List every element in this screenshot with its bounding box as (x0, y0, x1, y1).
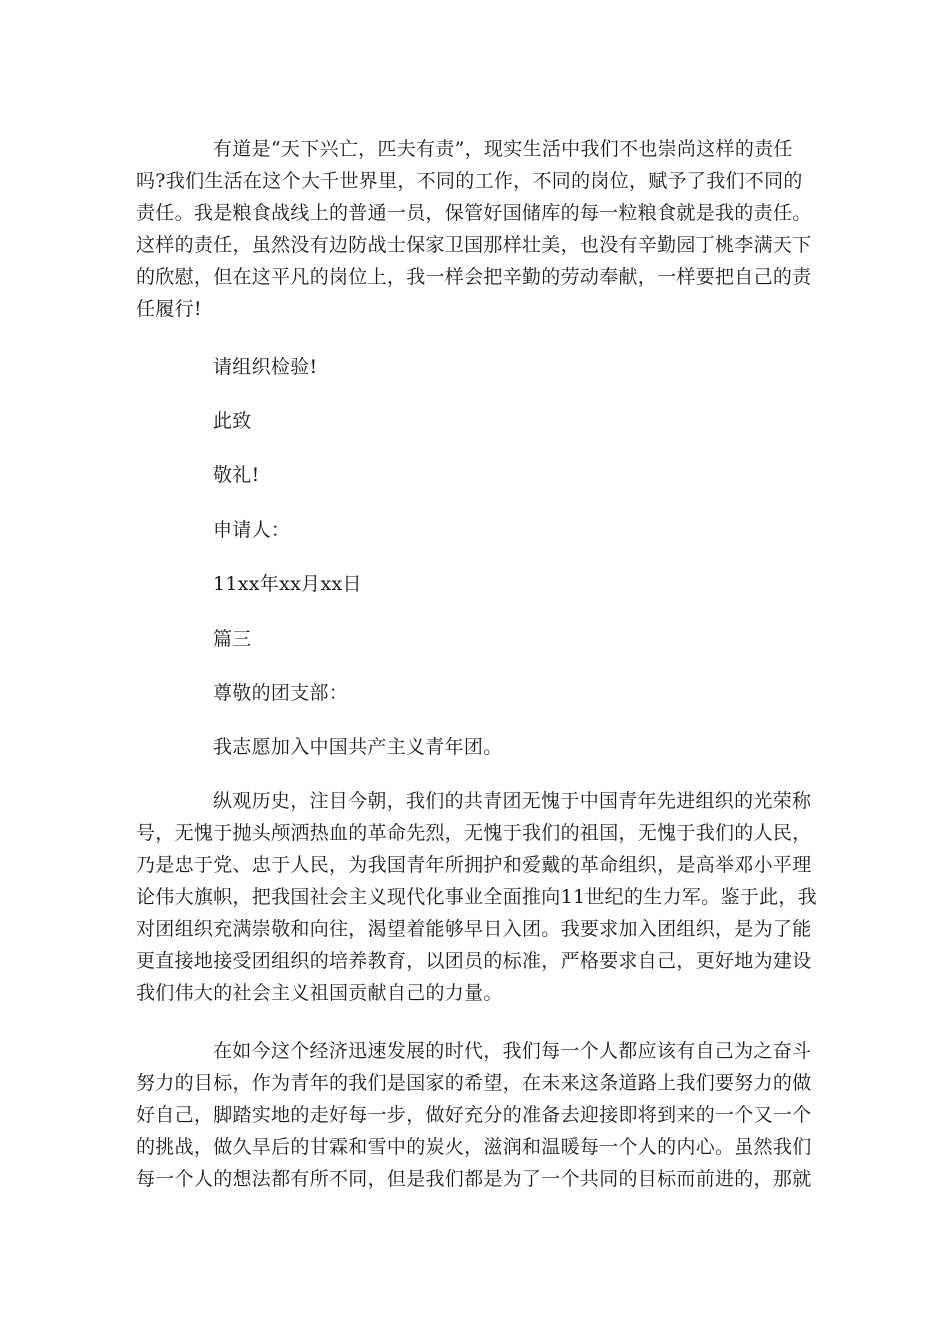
paragraph-1-line-5: 的欣慰，但在这平凡的岗位上，我一样会把辛勤的劳动奉献，一样要把自己的责 (136, 266, 812, 288)
paragraph-2-line-3: 乃是忠于党、忠于人民，为我国青年所拥护和爱戴的革命组织，是高举邓小平理 (136, 854, 812, 876)
paragraph-3-line-4: 的挑战，做久旱后的甘霖和雪中的炭火，滋润和温暖每一个人的内心。虽然我们 (136, 1136, 812, 1158)
paragraph-3-line-5: 每一个人的想法都有所不同，但是我们都是为了一个共同的目标而前进的，那就 (136, 1168, 812, 1190)
paragraph-2-line-6: 更直接地接受团组织的培养教育，以团员的标准，严格要求自己，更好地为建设 (136, 950, 812, 972)
paragraph-1-line-1: 有道是“天下兴亡，匹夫有责”，现实生活中我们不也崇尚这样的责任 (213, 138, 793, 160)
applicant-label: 申请人： (213, 519, 291, 541)
paragraph-1-line-6: 任履行! (136, 298, 202, 320)
paragraph-1-line-3: 责任。我是粮食战线上的普通一员，保管好国储库的每一粒粮食就是我的责任。 (136, 202, 812, 224)
greeting: 尊敬的团支部： (213, 682, 349, 704)
intent-statement: 我志愿加入中国共产主义青年团。 (213, 736, 503, 758)
section-title: 篇三 (213, 628, 252, 650)
paragraph-2-line-1: 纵观历史，注目今朝，我们的共青团无愧于中国青年先进组织的光荣称 (213, 790, 812, 812)
paragraph-3-line-2: 努力的目标，作为青年的我们是国家的希望，在未来这条道路上我们要努力的做 (136, 1072, 812, 1094)
paragraph-3-line-3: 好自己，脚踏实地的走好每一步，做好充分的准备去迎接即将到来的一个又一个 (136, 1104, 812, 1126)
closing-request: 请组织检验! (213, 356, 318, 378)
date: 11xx年xx月xx日 (213, 573, 362, 595)
paragraph-2-line-7: 我们伟大的社会主义祖国贡献自己的力量。 (136, 982, 503, 1004)
closing-salute-1: 此致 (213, 410, 252, 432)
paragraph-2-line-2: 号，无愧于抛头颅洒热血的革命先烈，无愧于我们的祖国，无愧于我们的人民， (136, 822, 812, 844)
closing-salute-2: 敬礼! (213, 464, 260, 486)
paragraph-1-line-2: 吗?我们生活在这个大千世界里，不同的工作，不同的岗位，赋予了我们不同的 (136, 170, 803, 192)
paragraph-2-line-5: 对团组织充满崇敬和向往，渴望着能够早日入团。我要求加入团组织，是为了能 (136, 918, 812, 940)
paragraph-1-line-4: 这样的责任，虽然没有边防战士保家卫国那样壮美，也没有辛勤园丁桃李满天下 (136, 234, 812, 256)
paragraph-3-line-1: 在如今这个经济迅速发展的时代，我们每一个人都应该有自己为之奋斗 (213, 1040, 812, 1062)
paragraph-2-line-4: 论伟大旗帜，把我国社会主义现代化事业全面推向11世纪的生力军。鉴于此，我 (136, 886, 817, 908)
